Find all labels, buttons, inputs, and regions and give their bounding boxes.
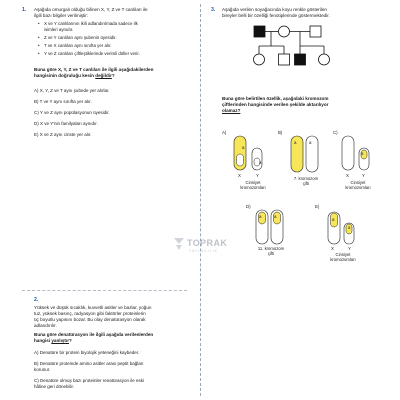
question-2-number: 2. [34,297,39,303]
q3-e-gene-label-x: a [332,217,335,222]
q3-option-c-label[interactable]: C) [333,130,338,135]
q1-bullet-1-cont: isimleri aynıdır. [44,27,74,32]
q3-stem-line-1: Buna göre belirtilen özellik, aşağıdaki kromozom [222,96,329,101]
q2-text-line-1: Yüksek ve düşük sıcaklık, kuvvetli asitler ve bazlar, yoğun [34,305,152,310]
pedigree-male-2 [310,26,321,37]
q3-intro-line-1: Aşağıda verilen soyağacında koyu renkle gösterilen [222,7,327,12]
q3-b-gene-label-2: a [309,140,312,145]
q2-option-b-cont: korunur. [34,367,51,372]
question-1-number: 1. [22,7,27,13]
publisher-logo-icon [172,236,186,252]
q3-stem-line-2: çiftlerinden hangisinde verilen şekilde aktarılıyor [222,102,329,107]
q3-d-gene-label-1: a [259,214,262,219]
q1-option-c[interactable]: C) Y ve Z aynı popülasyonun üyesidir. [34,110,110,115]
q2-option-b[interactable]: B) Denatüre proteinde amino asitler arası peptit bağları [34,361,144,366]
q1-option-e[interactable]: E) X ve Z aynı cinste yer alır. [34,132,92,137]
watermark-brand: TOPRAK [187,238,228,248]
q1-stem-line-2: hangisinin doğruluğu kesin değildir? [34,73,115,78]
watermark-sub: YAYINCILIK [189,249,219,253]
question-divider [22,290,187,291]
q1-option-d[interactable]: D) X ve Y'nin familyaları aynıdır. [34,121,98,126]
q1-bullet-3: • T ve X canlıları aynı sınıfta yer alır. [44,43,112,49]
q3-stem-line-3: olamaz? [222,108,241,113]
pedigree-son-2-affected [295,54,306,65]
q2-text-line-3: üç boyutlu yapısını bozar. Bu olay denatürasyon olarak [34,317,146,322]
q2-stem-line-2: hangisi yanlıştır? [34,338,72,343]
q3-d-caption: 11. kromozom çifti [257,246,285,256]
q2-text-line-4: adlandırılır. [34,323,57,328]
q1-negative-keyword: değildir [95,73,112,78]
q1-intro-line-2: ilgili bazı bilgiler verilmiştir: [34,13,89,18]
q3-b-gene-label-1: a [294,140,297,145]
q3-d-gene-label-2: a [274,214,277,219]
q1-stem-line-1: Buna göre X, Y, Z ve T canlıları ile ilgili aşağıdakilerden [34,67,154,72]
q3-a-y-label: Y [256,173,259,178]
q3-option-e-label[interactable]: E) [315,204,320,209]
q2-option-c[interactable]: C) Denatüre olmuş bazı proteinler renatürasyon ile eski [34,378,145,383]
q1-intro-line-1: Aşağıda omurgalı olduğu bilinen X, Y, Z ve T canlıları ile [34,7,148,12]
q3-option-a-chromosomes[interactable] [232,134,272,174]
q3-a-gene-label-x: a [242,145,245,150]
q1-bullet-2: • Z ve Y canlıları aynı şubenin üyesidir. [44,35,117,41]
question-3-number: 3. [211,7,216,13]
q3-option-d-label[interactable]: D) [246,204,251,209]
q3-e-x-label: X [331,246,334,251]
q1-bullet-4: • Y ve Z canlıları çiftleştiklerinde verimli döller verir. [44,51,140,57]
pedigree-son-1 [279,54,290,65]
pedigree-daughter-2 [319,54,330,65]
q3-a-gene-label-y: a [259,160,262,165]
pedigree-diagram [240,22,370,74]
q3-c-y-label: Y [362,173,365,178]
q3-option-c-chromosomes[interactable] [340,134,374,174]
q3-e-gene-label-y: a [348,225,351,230]
q3-b-caption: 7. kromozom çifti [293,176,319,186]
x-chromosome-icon [342,136,354,170]
chromosome-7a-icon [291,136,303,172]
q1-option-a[interactable]: A) X, Y, Z ve T aynı şubede yer alırlar. [34,88,110,93]
q2-stem-line-1: Buna göre denatürasyon ile ilgili aşağıda verilenlerden [34,332,154,337]
q3-e-y-label: Y [348,246,351,251]
q2-option-c-cont: hâline geri dönebilir. [34,384,75,389]
column-divider [200,4,201,396]
q3-c-caption: Cinsiyet kromozomları [345,180,371,190]
q3-option-a-label[interactable]: A) [222,130,227,135]
q3-e-caption: Cinsiyet kromozomları [330,252,356,262]
pedigree-father-affected [254,26,265,37]
pedigree-mother [279,26,290,37]
q2-text-line-2: tuz, yüksek basınç, radyasyon gibi faktörler proteinlerin [34,311,146,316]
q3-c-gene-label: a [361,151,364,156]
q3-c-x-label: X [346,173,349,178]
q3-option-e-chromosomes[interactable] [326,210,358,250]
pedigree-daughter-1 [254,54,265,65]
chromosome-7b-icon [306,136,318,172]
q3-a-caption: Cinsiyet kromozomları [240,180,266,190]
q3-a-x-label: X [238,173,241,178]
q1-bullet-1: • X ve Y canlılarının ikili adlandırılmada sadece ilk [44,21,138,27]
q2-negative-keyword: yanlıştır [51,338,69,343]
q2-option-a[interactable]: A) Denatüre bir protein biyolojik yeteneğini kaybeder. [34,350,140,355]
q3-option-b-label[interactable]: B) [278,130,283,135]
q3-intro-line-2: bireyler belli bir özelliği fenotiplerinde göstermektedir. [222,13,330,18]
q1-option-b[interactable]: B) T ve Y aynı sınıfta yer alır. [34,99,92,104]
